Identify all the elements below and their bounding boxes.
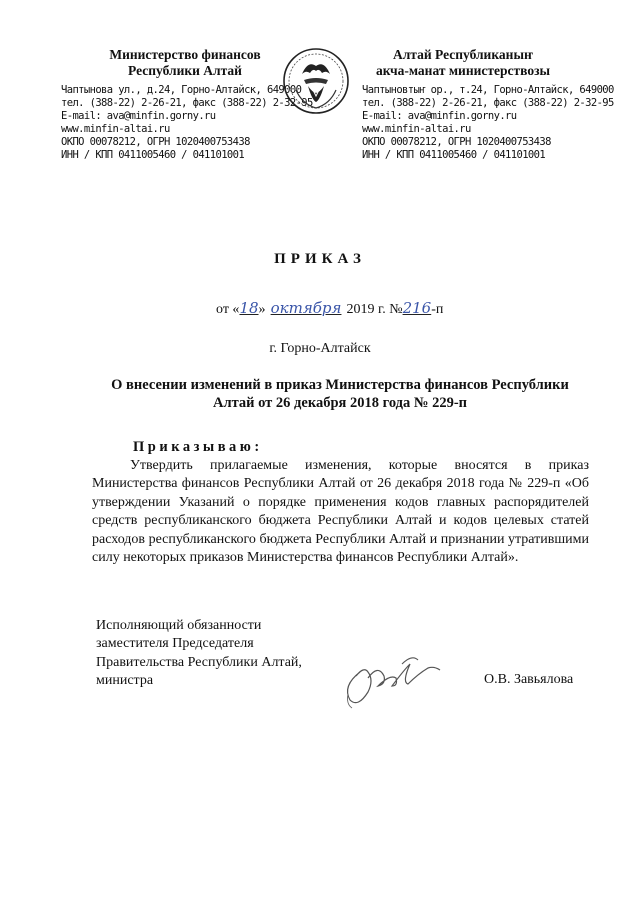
header-right-website: www.minfin-altai.ru (362, 123, 471, 135)
header-right-phone: тел. (388-22) 2-26-21, факс (388-22) 2-32-95 (362, 97, 614, 109)
signatory-name: О.В. Завьялова (484, 672, 574, 687)
date-prefix: от « (216, 302, 240, 317)
header-left-inn: ИНН / КПП 0411005460 / 041101001 (61, 149, 245, 161)
date-day: 18 (239, 299, 259, 317)
signature-icon (338, 642, 448, 712)
header-left-contacts (61, 84, 313, 162)
date-line (216, 299, 443, 318)
order-word: Приказываю: (133, 439, 263, 455)
position-line: заместителя Председателя (96, 636, 254, 652)
city: г. Горно-Алтайск (269, 341, 371, 356)
number-suffix: -п (431, 302, 444, 317)
document-title: ПРИКАЗ (274, 251, 366, 267)
signatory-position (96, 617, 302, 691)
header-left-website: www.minfin-altai.ru (61, 123, 170, 135)
header-right-email: E-mail: ava@minfin.gorny.ru (362, 110, 517, 122)
header-left-address: Чаптынова ул., д.24, Горно-Алтайск, 649000 (61, 84, 302, 96)
header-right-inn: ИНН / КПП 0411005460 / 041101001 (362, 149, 546, 161)
header-left-title: Министерство финансов Республики Алтай (109, 47, 261, 78)
header-right-address: Чаптыновтыҥ ор., т.24, Горно-Алтайск, 649000 (362, 84, 614, 96)
header-right (358, 47, 614, 162)
order-number: 216 (402, 299, 432, 317)
order-body: Утвердить прилагаемые изменения, которые вносятся в приказ Министерства финансов Республики Алтай от 26 декабря 2018 года № 229-п «Об утверждении Указаний о порядке применения кодов главных распорядителей средств республиканского бюджета Республики Алтай и кодов целевых статей расходов республиканского бюджета Республики Алтай и признании утратившими силу некоторых приказов Министерства финансов Республики Алтай». (92, 458, 589, 566)
header-left (60, 47, 313, 162)
coat-of-arms-icon (282, 46, 350, 116)
position-line: Исполняющий обязанности (96, 618, 262, 633)
date-month: октября (270, 299, 342, 317)
position-line: Правительства Республики Алтай, (96, 654, 302, 670)
header-right-title: Алтай Республиканыҥ акча-манат министерствозы (375, 47, 551, 78)
order-subject: О внесении изменений в приказ Министерства финансов Республики Алтай от 26 декабря 2018 года № 229-п (111, 377, 569, 411)
header-left-email: E-mail: ava@minfin.gorny.ru (61, 110, 216, 122)
header-left-phone: тел. (388-22) 2-26-21, факс (388-22) 2-32-95 (61, 97, 313, 109)
header-right-contacts (362, 84, 614, 162)
header-right-okpo: ОКПО 00078212, ОГРН 1020400753438 (362, 136, 551, 148)
date-mid: » (258, 302, 266, 317)
position-line: министра (96, 673, 154, 689)
header-left-okpo: ОКПО 00078212, ОГРН 1020400753438 (61, 136, 250, 148)
date-year: 2019 г. № (346, 302, 403, 317)
